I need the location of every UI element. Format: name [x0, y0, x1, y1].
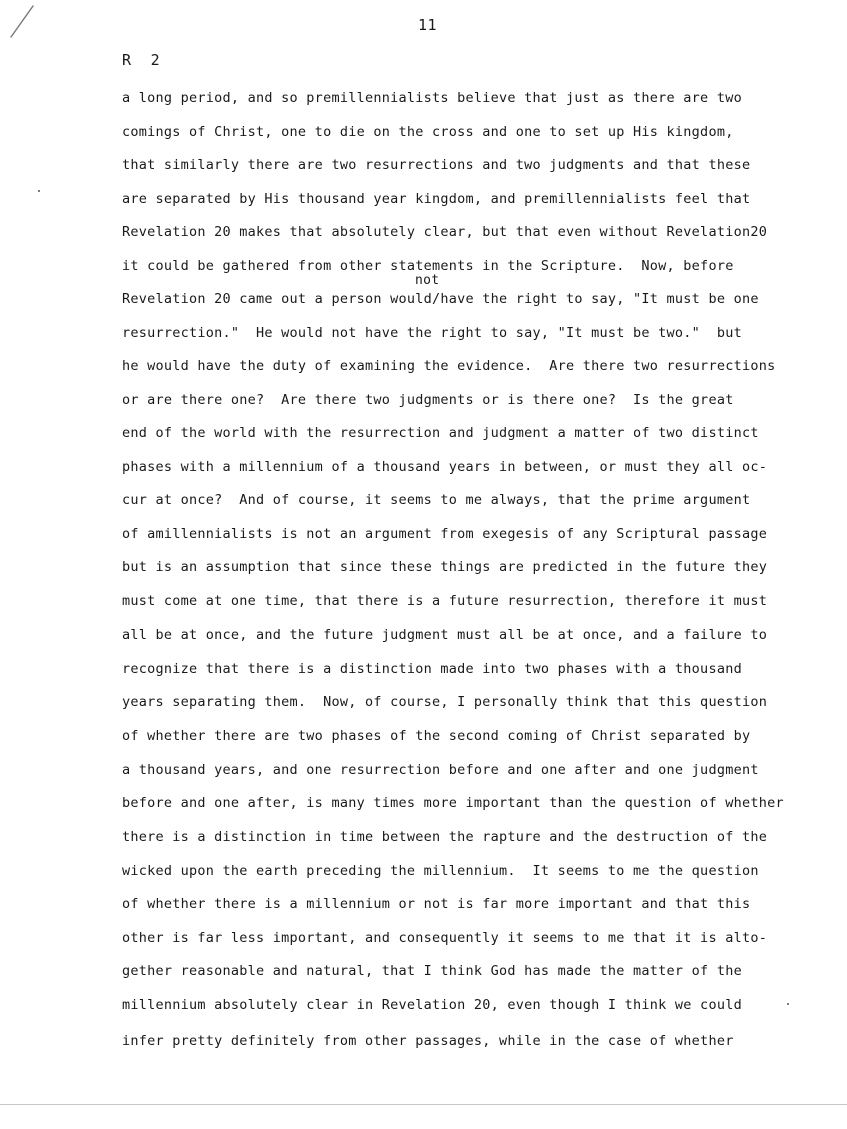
- text-line-11: end of the world with the resurrection and judgment a matter of two distinct: [122, 425, 759, 441]
- text-line-26: other is far less important, and consequently it seems to me that it is alto-: [122, 930, 768, 946]
- text-line-22: before and one after, is many times more important than the question of whether: [122, 795, 784, 811]
- text-line-23: there is a distinction in time between the rapture and the destruction of the: [122, 829, 768, 845]
- text-line-4: are separated by His thousand year kingdom, and premillennialists feel that: [122, 191, 751, 207]
- paper-speck: [787, 1003, 789, 1005]
- text-line-10: or are there one? Are there two judgments or is there one? Is the great: [122, 392, 734, 408]
- text-line-7: Revelation 20 came out a person would/have the right to say, "It must be one: [122, 291, 759, 307]
- text-line-20: of whether there are two phases of the second coming of Christ separated by: [122, 728, 751, 744]
- bottom-edge-line: [0, 1104, 847, 1105]
- text-line-21: a thousand years, and one resurrection before and one after and one judgment: [122, 762, 759, 778]
- text-line-18: recognize that there is a distinction made into two phases with a thousand: [122, 661, 742, 677]
- text-line-16: must come at one time, that there is a future resurrection, therefore it must: [122, 593, 768, 609]
- text-line-12: phases with a millennium of a thousand years in between, or must they all oc-: [122, 459, 768, 475]
- text-line-2: comings of Christ, one to die on the cross and one to set up His kingdom,: [122, 124, 734, 140]
- paper-speck: [38, 190, 40, 192]
- reference-label: R 2: [122, 51, 161, 69]
- text-line-9: he would have the duty of examining the evidence. Are there two resurrections: [122, 358, 776, 374]
- text-line-29: infer pretty definitely from other passages, while in the case of whether: [122, 1033, 734, 1049]
- text-line-6: it could be gathered from other statements in the Scripture. Now, before: [122, 258, 734, 274]
- interlinear-insertion: not: [415, 273, 440, 288]
- text-line-3: that similarly there are two resurrections and two judgments and that these: [122, 157, 751, 173]
- text-line-13: cur at once? And of course, it seems to me always, that the prime argument: [122, 492, 751, 508]
- text-line-8: resurrection." He would not have the right to say, "It must be two." but: [122, 325, 742, 341]
- text-line-25: of whether there is a millennium or not is far more important and that this: [122, 896, 751, 912]
- text-line-27: gether reasonable and natural, that I think God has made the matter of the: [122, 963, 742, 979]
- text-line-15: but is an assumption that since these things are predicted in the future they: [122, 559, 768, 575]
- pen-stroke-mark: [6, 4, 36, 40]
- text-line-5: Revelation 20 makes that absolutely clear, but that even without Revelation20: [122, 224, 768, 240]
- text-line-1: a long period, and so premillennialists believe that just as there are two: [122, 90, 742, 106]
- text-line-28: millennium absolutely clear in Revelation 20, even though I think we could: [122, 997, 742, 1013]
- text-line-14: of amillennialists is not an argument from exegesis of any Scriptural passage: [122, 526, 768, 542]
- page-number: 11: [418, 16, 438, 34]
- text-line-24: wicked upon the earth preceding the millennium. It seems to me the question: [122, 863, 759, 879]
- text-line-19: years separating them. Now, of course, I personally think that this question: [122, 694, 768, 710]
- text-line-17: all be at once, and the future judgment must all be at once, and a failure to: [122, 627, 768, 643]
